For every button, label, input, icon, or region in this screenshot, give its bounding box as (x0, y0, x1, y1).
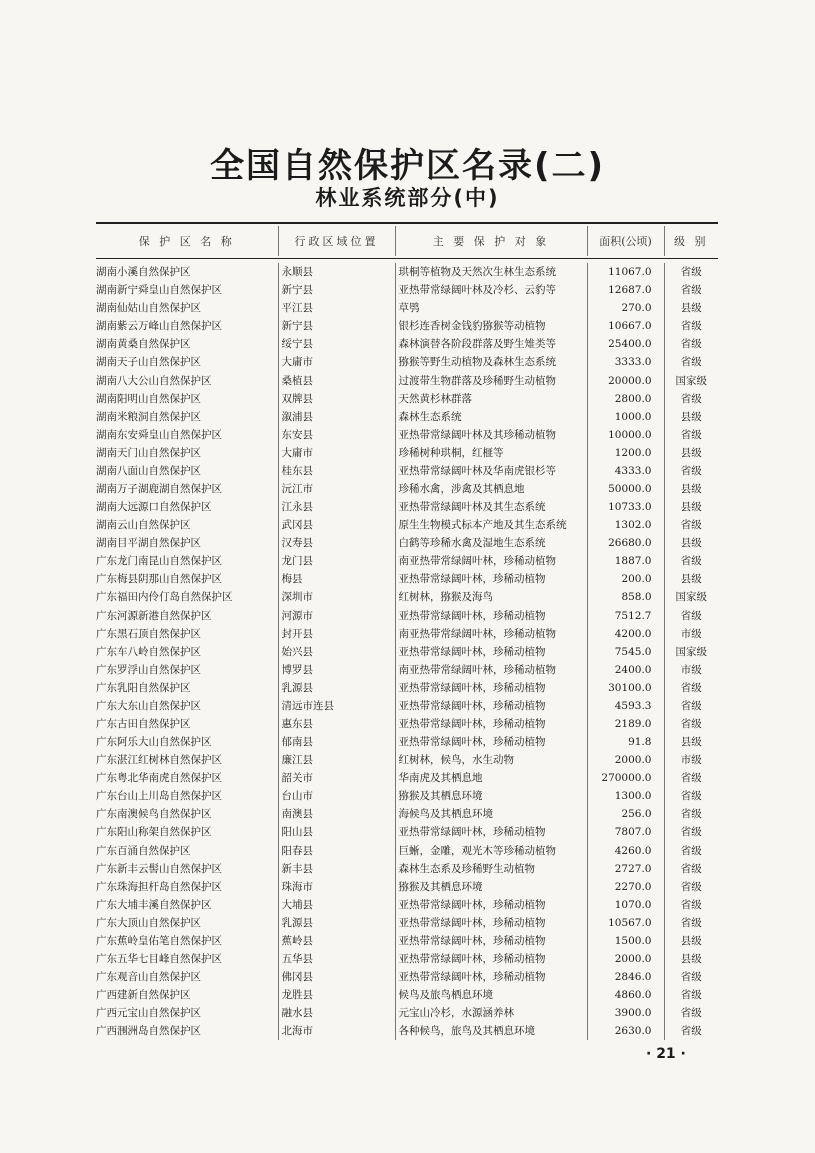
reserve-name-cell: 湖南新宁舜皇山自然保护区 (96, 284, 222, 297)
reserve-name-cell: 广东福田内伶仃岛自然保护区 (96, 591, 233, 604)
table-row (96, 896, 718, 914)
column-header-location: 行政区域位置 (278, 226, 395, 256)
reserve-name-cell: 广东大顶山自然保护区 (96, 916, 201, 929)
table-row (96, 498, 718, 516)
table-row (96, 263, 718, 281)
protected-objects-cell: 原生生物模式标本产地及其生态系统 (395, 516, 587, 534)
protected-objects-cell: 亚热带常绿阔叶林，珍稀动植物 (395, 697, 587, 715)
level-cell: 省级 (664, 823, 718, 841)
area-cell: 3333.0 (587, 353, 664, 371)
location-cell: 北海市 (278, 1022, 395, 1040)
area-cell: 2000.0 (587, 751, 664, 769)
reserve-name-cell: 广东阳山称架自然保护区 (96, 826, 212, 839)
area-cell: 50000.0 (587, 480, 664, 498)
area-cell: 200.0 (587, 570, 664, 588)
location-cell: 绥宁县 (278, 335, 395, 353)
reserve-name-cell: 广东大埔丰溪自然保护区 (96, 898, 212, 911)
reserve-name-cell: 广东车八岭自然保护区 (96, 645, 201, 658)
protected-objects-cell: 亚热带常绿阔叶林，珍稀动植物 (395, 679, 587, 697)
reserve-name-cell: 广东珠海担杆岛自然保护区 (96, 880, 222, 893)
reserve-name-cell: 广东湛江红树林自然保护区 (96, 754, 222, 767)
table-row (96, 950, 718, 968)
location-cell: 韶关市 (278, 769, 395, 787)
level-cell: 县级 (664, 733, 718, 751)
protected-objects-cell: 亚热带常绿阔叶林，珍稀动植物 (395, 950, 587, 968)
table-row (96, 480, 718, 498)
level-cell: 省级 (664, 787, 718, 805)
level-cell: 省级 (664, 896, 718, 914)
table-row (96, 679, 718, 697)
table-row (96, 588, 718, 606)
area-cell: 26680.0 (587, 534, 664, 552)
protected-objects-cell: 珍稀树种珙桐，红榧等 (395, 444, 587, 462)
table-row (96, 625, 718, 643)
area-cell: 91.8 (587, 733, 664, 751)
area-cell: 2270.0 (587, 878, 664, 896)
level-cell: 省级 (664, 281, 718, 299)
level-cell: 省级 (664, 353, 718, 371)
area-cell: 7512.7 (587, 606, 664, 624)
table-row (96, 968, 718, 986)
table-row (96, 643, 718, 661)
area-cell: 25400.0 (587, 335, 664, 353)
level-cell: 省级 (664, 426, 718, 444)
reserve-name-cell: 湖南东安舜皇山自然保护区 (96, 428, 222, 441)
area-cell: 1500.0 (587, 932, 664, 950)
protected-objects-cell: 亚热带常绿阔叶林，珍稀动植物 (395, 606, 587, 624)
protected-objects-cell: 猕猴及其栖息环境 (395, 878, 587, 896)
protected-objects-cell: 亚热带常绿阔叶林，珍稀动植物 (395, 968, 587, 986)
area-cell: 11067.0 (587, 263, 664, 281)
level-cell: 省级 (664, 860, 718, 878)
protected-objects-cell: 亚热带常绿阔叶林及其生态系统 (395, 498, 587, 516)
table-row (96, 1004, 718, 1022)
table-row (96, 516, 718, 534)
table-row (96, 444, 718, 462)
protected-objects-cell: 白鹤等珍稀水禽及湿地生态系统 (395, 534, 587, 552)
protected-objects-cell: 南亚热带常绿阔叶林，珍稀动植物 (395, 552, 587, 570)
protected-objects-cell: 亚热带常绿阔叶林及冷杉、云豹等 (395, 281, 587, 299)
location-cell: 东安县 (278, 426, 395, 444)
column-header-area: 面积(公顷) (587, 226, 664, 256)
location-cell: 封开县 (278, 625, 395, 643)
reserve-name-cell: 湖南仙姑山自然保护区 (96, 302, 201, 315)
reserve-name-cell: 广东河源新港自然保护区 (96, 609, 212, 622)
column-header-protected-objects: 主 要 保 护 对 象 (395, 226, 587, 256)
location-cell: 阳春县 (278, 842, 395, 860)
level-cell: 省级 (664, 914, 718, 932)
location-cell: 大埔县 (278, 896, 395, 914)
level-cell: 省级 (664, 317, 718, 335)
area-cell: 10667.0 (587, 317, 664, 335)
table-row (96, 751, 718, 769)
location-cell: 惠东县 (278, 715, 395, 733)
table-row (96, 570, 718, 588)
location-cell: 台山市 (278, 787, 395, 805)
level-cell: 省级 (664, 842, 718, 860)
table-row (96, 697, 718, 715)
protected-objects-cell: 亚热带常绿阔叶林，珍稀动植物 (395, 715, 587, 733)
reserve-name-cell: 广西元宝山自然保护区 (96, 1007, 201, 1020)
table-row (96, 353, 718, 371)
level-cell: 省级 (664, 606, 718, 624)
level-cell: 省级 (664, 390, 718, 408)
table-top-rule (96, 222, 718, 224)
level-cell: 县级 (664, 950, 718, 968)
protected-objects-cell: 亚热带常绿阔叶林及华南虎银杉等 (395, 462, 587, 480)
location-cell: 融水县 (278, 1004, 395, 1022)
protected-objects-cell: 亚热带常绿阔叶林，珍稀动植物 (395, 932, 587, 950)
area-cell: 2400.0 (587, 661, 664, 679)
table-row (96, 1022, 718, 1040)
level-cell: 县级 (664, 408, 718, 426)
location-cell: 佛冈县 (278, 968, 395, 986)
area-cell: 30100.0 (587, 679, 664, 697)
reserve-name-cell: 广东罗浮山自然保护区 (96, 663, 201, 676)
level-cell: 县级 (664, 932, 718, 950)
area-cell: 2800.0 (587, 390, 664, 408)
area-cell: 1070.0 (587, 896, 664, 914)
protected-objects-cell: 猕猴及其栖息环境 (395, 787, 587, 805)
table-row (96, 878, 718, 896)
location-cell: 始兴县 (278, 643, 395, 661)
area-cell: 3900.0 (587, 1004, 664, 1022)
location-cell: 五华县 (278, 950, 395, 968)
reserve-name-cell: 广西涠洲岛自然保护区 (96, 1025, 201, 1038)
location-cell: 龙胜县 (278, 986, 395, 1004)
area-cell: 10733.0 (587, 498, 664, 516)
reserve-name-cell: 广东五华七目峰自然保护区 (96, 953, 222, 965)
column-header-level: 级 别 (664, 226, 718, 256)
area-cell: 12687.0 (587, 281, 664, 299)
protected-objects-cell: 各种候鸟，旅鸟及其栖息环境 (395, 1022, 587, 1040)
level-cell: 省级 (664, 516, 718, 534)
reserve-name-cell: 广东观音山自然保护区 (96, 971, 201, 984)
protected-objects-cell: 元宝山冷杉，水源涵养林 (395, 1004, 587, 1022)
area-cell: 10000.0 (587, 426, 664, 444)
location-cell: 乳源县 (278, 914, 395, 932)
protected-objects-cell: 南亚热带常绿阔叶林，珍稀动植物 (395, 625, 587, 643)
level-cell: 市级 (664, 661, 718, 679)
area-cell: 4260.0 (587, 842, 664, 860)
location-cell: 郁南县 (278, 733, 395, 751)
protected-objects-cell: 亚热带常绿阔叶林，珍稀动植物 (395, 570, 587, 588)
table-row (96, 823, 718, 841)
table-body (96, 263, 718, 1040)
location-cell: 桑植县 (278, 371, 395, 389)
level-cell: 县级 (664, 444, 718, 462)
table-row (96, 769, 718, 787)
table-row (96, 805, 718, 823)
page-subtitle: 林业系统部分(中) (315, 186, 500, 210)
protected-objects-cell: 亚热带常绿阔叶林，珍稀动植物 (395, 823, 587, 841)
level-cell: 县级 (664, 534, 718, 552)
area-cell: 2846.0 (587, 968, 664, 986)
location-cell: 深圳市 (278, 588, 395, 606)
level-cell: 县级 (664, 299, 718, 317)
level-cell: 省级 (664, 878, 718, 896)
protected-objects-cell: 银杉连香树金钱豹猕猴等动植物 (395, 317, 587, 335)
table-row (96, 299, 718, 317)
protected-objects-cell: 海候鸟及其栖息环境 (395, 805, 587, 823)
area-cell: 270000.0 (587, 769, 664, 787)
location-cell: 武冈县 (278, 516, 395, 534)
reserve-name-cell: 广东黑石顶自然保护区 (96, 627, 201, 640)
area-cell: 256.0 (587, 805, 664, 823)
location-cell: 龙门县 (278, 552, 395, 570)
area-cell: 7807.0 (587, 823, 664, 841)
table-row (96, 462, 718, 480)
table-row (96, 317, 718, 335)
table-row (96, 371, 718, 389)
area-cell: 4860.0 (587, 986, 664, 1004)
area-cell: 10567.0 (587, 914, 664, 932)
table-header (96, 226, 718, 256)
reserve-name-cell: 湖南阳明山自然保护区 (96, 392, 201, 405)
level-cell: 省级 (664, 805, 718, 823)
location-cell: 新宁县 (278, 317, 395, 335)
reserve-name-cell: 湖南八大公山自然保护区 (96, 374, 212, 387)
location-cell: 双牌县 (278, 390, 395, 408)
area-cell: 1300.0 (587, 787, 664, 805)
reserve-name-cell: 湖南天门山自然保护区 (96, 446, 201, 459)
level-cell: 市级 (664, 625, 718, 643)
area-cell: 858.0 (587, 588, 664, 606)
area-cell: 20000.0 (587, 371, 664, 389)
level-cell: 省级 (664, 968, 718, 986)
reserve-name-cell: 湖南云山自然保护区 (96, 519, 191, 532)
reserve-name-cell: 广东乳阳自然保护区 (96, 681, 191, 694)
table-row (96, 390, 718, 408)
reserve-name-cell: 广西建新自然保护区 (96, 989, 191, 1002)
reserve-name-cell: 广东新丰云髻山自然保护区 (96, 862, 222, 875)
reserve-name-cell: 湖南黄桑自然保护区 (96, 338, 191, 351)
level-cell: 省级 (664, 715, 718, 733)
protected-objects-cell: 亚热带常绿阔叶林及其珍稀动植物 (395, 426, 587, 444)
protected-objects-cell: 华南虎及其栖息地 (395, 769, 587, 787)
location-cell: 清远市连县 (278, 697, 395, 715)
table-row (96, 534, 718, 552)
protected-objects-cell: 亚热带常绿阔叶林，珍稀动植物 (395, 914, 587, 932)
table-row (96, 914, 718, 932)
table-row (96, 932, 718, 950)
location-cell: 新丰县 (278, 860, 395, 878)
reserve-name-cell: 广东大东山自然保护区 (96, 699, 201, 712)
table-row (96, 787, 718, 805)
protected-objects-cell: 红树林，候鸟，水生动物 (395, 751, 587, 769)
reserve-name-cell: 广东台山上川岛自然保护区 (96, 790, 222, 803)
area-cell: 270.0 (587, 299, 664, 317)
location-cell: 平江县 (278, 299, 395, 317)
level-cell: 省级 (664, 986, 718, 1004)
area-cell: 4333.0 (587, 462, 664, 480)
reserve-name-cell: 湖南大远源口自然保护区 (96, 501, 212, 514)
area-cell: 2630.0 (587, 1022, 664, 1040)
level-cell: 省级 (664, 769, 718, 787)
level-cell: 省级 (664, 679, 718, 697)
protected-objects-cell: 珙桐等植物及天然次生林生态系统 (395, 263, 587, 281)
area-cell: 1302.0 (587, 516, 664, 534)
level-cell: 市级 (664, 751, 718, 769)
table-row (96, 842, 718, 860)
location-cell: 梅县 (278, 570, 395, 588)
reserve-name-cell: 湖南八面山自然保护区 (96, 464, 201, 477)
table-header-rule (96, 258, 718, 259)
protected-objects-cell: 亚热带常绿阔叶林，珍稀动植物 (395, 896, 587, 914)
location-cell: 溆浦县 (278, 408, 395, 426)
column-header-name: 保 护 区 名 称 (138, 235, 235, 248)
table-row (96, 661, 718, 679)
area-cell: 2000.0 (587, 950, 664, 968)
reserve-name-cell: 广东南澳候鸟自然保护区 (96, 808, 212, 821)
area-cell: 2189.0 (587, 715, 664, 733)
location-cell: 大庸市 (278, 353, 395, 371)
protected-objects-cell: 森林生态系及珍稀野生动植物 (395, 860, 587, 878)
protected-objects-cell: 珍稀水禽，涉禽及其栖息地 (395, 480, 587, 498)
level-cell: 省级 (664, 552, 718, 570)
level-cell: 县级 (664, 480, 718, 498)
location-cell: 珠海市 (278, 878, 395, 896)
reserve-name-cell: 广东百涌自然保护区 (96, 844, 191, 857)
location-cell: 大庸市 (278, 444, 395, 462)
location-cell: 河源市 (278, 606, 395, 624)
protected-objects-cell: 森林生态系统 (395, 408, 587, 426)
location-cell: 桂东县 (278, 462, 395, 480)
table-row (96, 986, 718, 1004)
level-cell: 县级 (664, 498, 718, 516)
reserve-name-cell: 湖南目平湖自然保护区 (96, 537, 201, 550)
location-cell: 永顺县 (278, 263, 395, 281)
table-row (96, 715, 718, 733)
reserve-name-cell: 广东梅县阴那山自然保护区 (96, 573, 222, 586)
protected-objects-cell: 巨蜥，金雕，观光木等珍稀动植物 (395, 842, 587, 860)
protected-objects-cell: 亚热带常绿阔叶林，珍稀动植物 (395, 733, 587, 751)
location-cell: 新宁县 (278, 281, 395, 299)
protected-objects-cell: 南亚热带常绿阔叶林，珍稀动植物 (395, 661, 587, 679)
level-cell: 省级 (664, 1022, 718, 1040)
area-cell: 1200.0 (587, 444, 664, 462)
location-cell: 江永县 (278, 498, 395, 516)
level-cell: 省级 (664, 335, 718, 353)
location-cell: 南澳县 (278, 805, 395, 823)
protected-objects-cell: 猕猴等野生动植物及森林生态系统 (395, 353, 587, 371)
page-number: · 21 · (646, 1046, 686, 1062)
area-cell: 1000.0 (587, 408, 664, 426)
level-cell: 省级 (664, 263, 718, 281)
reserve-name-cell: 广东龙门南昆山自然保护区 (96, 555, 222, 568)
location-cell: 阳山县 (278, 823, 395, 841)
reserve-name-cell: 湖南紫云万峰山自然保护区 (96, 320, 222, 333)
level-cell: 省级 (664, 462, 718, 480)
area-cell: 1887.0 (587, 552, 664, 570)
reserve-name-cell: 广东阿乐大山自然保护区 (96, 736, 212, 749)
area-cell: 4200.0 (587, 625, 664, 643)
protected-objects-cell: 草鸮 (395, 299, 587, 317)
table-row (96, 552, 718, 570)
table-row (96, 281, 718, 299)
page-title: 全国自然保护区名录(二) (209, 146, 606, 186)
reserve-name-cell: 湖南万子湖鹿湖自然保护区 (96, 482, 222, 495)
area-cell: 7545.0 (587, 643, 664, 661)
table-row (96, 408, 718, 426)
reserve-name-cell: 湖南天子山自然保护区 (96, 356, 201, 369)
table-row (96, 606, 718, 624)
level-cell: 省级 (664, 697, 718, 715)
location-cell: 博罗县 (278, 661, 395, 679)
location-cell: 沅江市 (278, 480, 395, 498)
protected-objects-cell: 红树林，猕猴及海鸟 (395, 588, 587, 606)
table-row (96, 733, 718, 751)
location-cell: 蕉岭县 (278, 932, 395, 950)
level-cell: 县级 (664, 570, 718, 588)
area-cell: 2727.0 (587, 860, 664, 878)
reserve-name-cell: 广东粤北华南虎自然保护区 (96, 772, 222, 785)
protected-objects-cell: 候鸟及旅鸟栖息环境 (395, 986, 587, 1004)
reserve-name-cell: 广东古田自然保护区 (96, 717, 191, 730)
level-cell: 省级 (664, 1004, 718, 1022)
location-cell: 廉江县 (278, 751, 395, 769)
table-row (96, 426, 718, 444)
protected-objects-cell: 过渡带生物群落及珍稀野生动植物 (395, 371, 587, 389)
level-cell: 国家级 (664, 588, 718, 606)
reserve-name-cell: 湖南米粮洞自然保护区 (96, 410, 201, 423)
protected-objects-cell: 天然黄杉林群落 (395, 390, 587, 408)
location-cell: 乳源县 (278, 679, 395, 697)
table-row (96, 335, 718, 353)
level-cell: 国家级 (664, 371, 718, 389)
protected-objects-cell: 亚热带常绿阔叶林，珍稀动植物 (395, 643, 587, 661)
reserve-name-cell: 湖南小溪自然保护区 (96, 266, 191, 279)
reserve-table (96, 263, 718, 1040)
table-row (96, 860, 718, 878)
location-cell: 汉寿县 (278, 534, 395, 552)
reserve-name-cell: 广东蕉岭皇佑笔自然保护区 (96, 934, 222, 947)
area-cell: 4593.3 (587, 697, 664, 715)
protected-objects-cell: 森林演替各阶段群落及野生雉类等 (395, 335, 587, 353)
level-cell: 国家级 (664, 643, 718, 661)
